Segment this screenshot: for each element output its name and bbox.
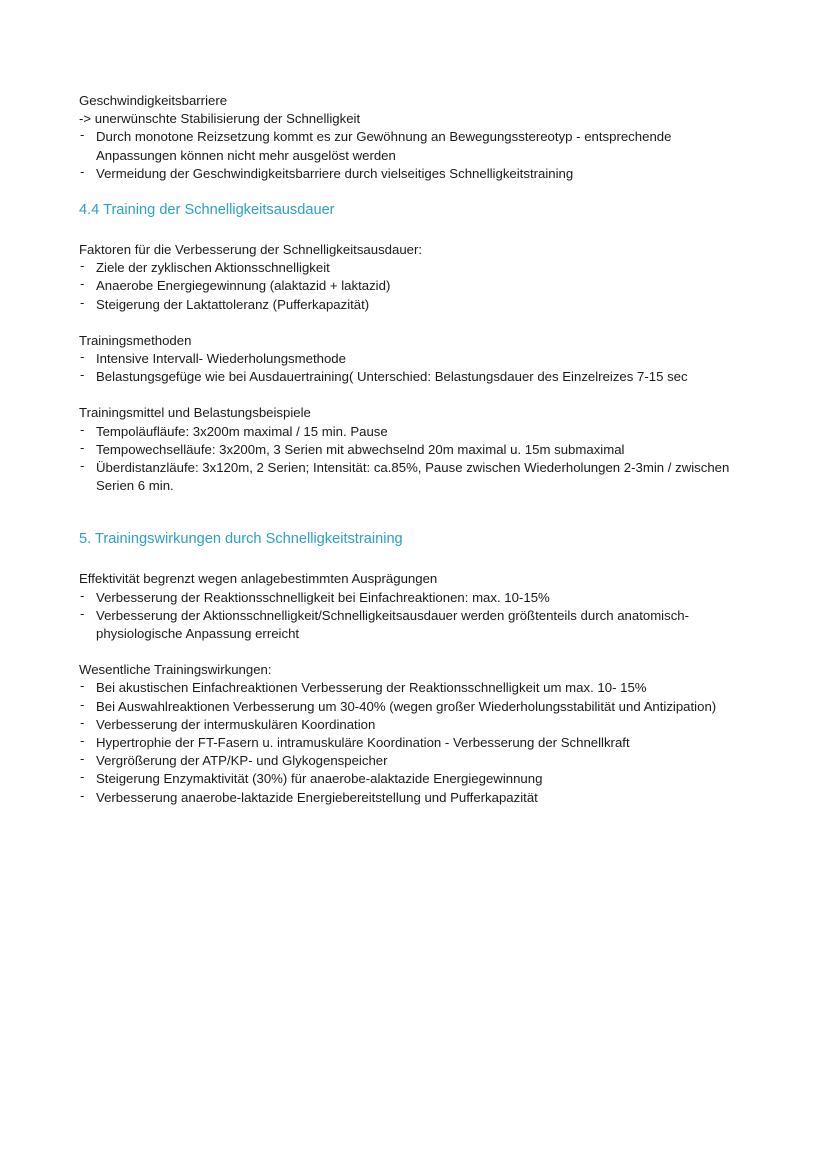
list-item: - Verbesserung der Aktionsschnelligkeit/Schnelligkeitsausdauer werden größtenteils durch anatomisch-physiologische Anpassung erreicht — [79, 607, 749, 643]
list-item: - Verbesserung anaerobe-laktazide Energiebereitstellung und Pufferkapazität — [79, 789, 749, 807]
main-effects-title: Wesentliche Trainingswirkungen: — [79, 662, 272, 678]
factors-list — [79, 259, 749, 314]
list-item: - Tempoläufläufe: 3x200m maximal / 15 min. Pause — [79, 423, 749, 441]
section-heading-5: 5. Trainingswirkungen durch Schnelligkeitstraining — [79, 531, 403, 548]
barrier-list — [79, 128, 749, 183]
factors-title: Faktoren für die Verbesserung der Schnelligkeitsausdauer: — [79, 242, 423, 258]
means-title: Trainingsmittel und Belastungsbeispiele — [79, 405, 311, 421]
list-item: - Überdistanzläufe: 3x120m, 2 Serien; Intensität: ca.85%, Pause zwischen Wiederholungen 2-3min / zwischen Serien 6 min. — [79, 459, 749, 495]
document-page — [79, 92, 749, 807]
list-item: - Verbesserung der intermuskulären Koordination — [79, 716, 749, 734]
list-item: - Anaerobe Energiegewinnung (alaktazid + laktazid) — [79, 277, 749, 295]
list-item: - Belastungsgefüge wie bei Ausdauertraining( Unterschied: Belastungsdauer des Einzelreizes 7-15 sec — [79, 368, 749, 386]
list-item: - Vermeidung der Geschwindigkeitsbarriere durch vielseitiges Schnelligkeitstraining — [79, 165, 749, 183]
methods-list — [79, 350, 749, 386]
effect-title: Effektivität begrenzt wegen anlagebestimmten Ausprägungen — [79, 571, 438, 587]
methods-title: Trainingsmethoden — [79, 332, 192, 348]
list-item: - Bei akustischen Einfachreaktionen Verbesserung der Reaktionsschnelligkeit um max. 10- 15% — [79, 679, 749, 697]
list-item: - Steigerung der Laktattoleranz (Pufferkapazität) — [79, 296, 749, 314]
list-item: - Verbesserung der Reaktionsschnelligkeit bei Einfachreaktionen: max. 10-15% — [79, 589, 749, 607]
arrow-line: -> unerwünschte Stabilisierung der Schnelligkeit — [79, 111, 361, 127]
list-item: - Steigerung Enzymaktivität (30%) für anaerobe-alaktazide Energiegewinnung — [79, 770, 749, 788]
list-item: - Hypertrophie der FT-Fasern u. intramuskuläre Koordination - Verbesserung der Schnellkraft — [79, 734, 749, 752]
list-item: - Ziele der zyklischen Aktionsschnelligkeit — [79, 259, 749, 277]
list-item: - Bei Auswahlreaktionen Verbesserung um 30-40% (wegen großer Wiederholungsstabilität und Antizipation) — [79, 698, 749, 716]
list-item: - Intensive Intervall- Wiederholungsmethode — [79, 350, 749, 368]
effects-list — [79, 589, 749, 644]
main-effects-list — [79, 679, 749, 806]
list-item: - Durch monotone Reizsetzung kommt es zur Gewöhnung an Bewegungsstereotyp - entsprechende Anpassungen können nicht mehr ausgelöst werden — [79, 128, 749, 164]
list-item: - Tempowechselläufe: 3x200m, 3 Serien mit abwechselnd 20m maximal u. 15m submaximal — [79, 441, 749, 459]
list-item: - Vergrößerung der ATP/KP- und Glykogenspeicher — [79, 752, 749, 770]
means-list — [79, 423, 749, 496]
section-heading-4-4: 4.4 Training der Schnelligkeitsausdauer — [79, 202, 335, 219]
block-title: Geschwindigkeitsbarriere — [79, 93, 228, 108]
